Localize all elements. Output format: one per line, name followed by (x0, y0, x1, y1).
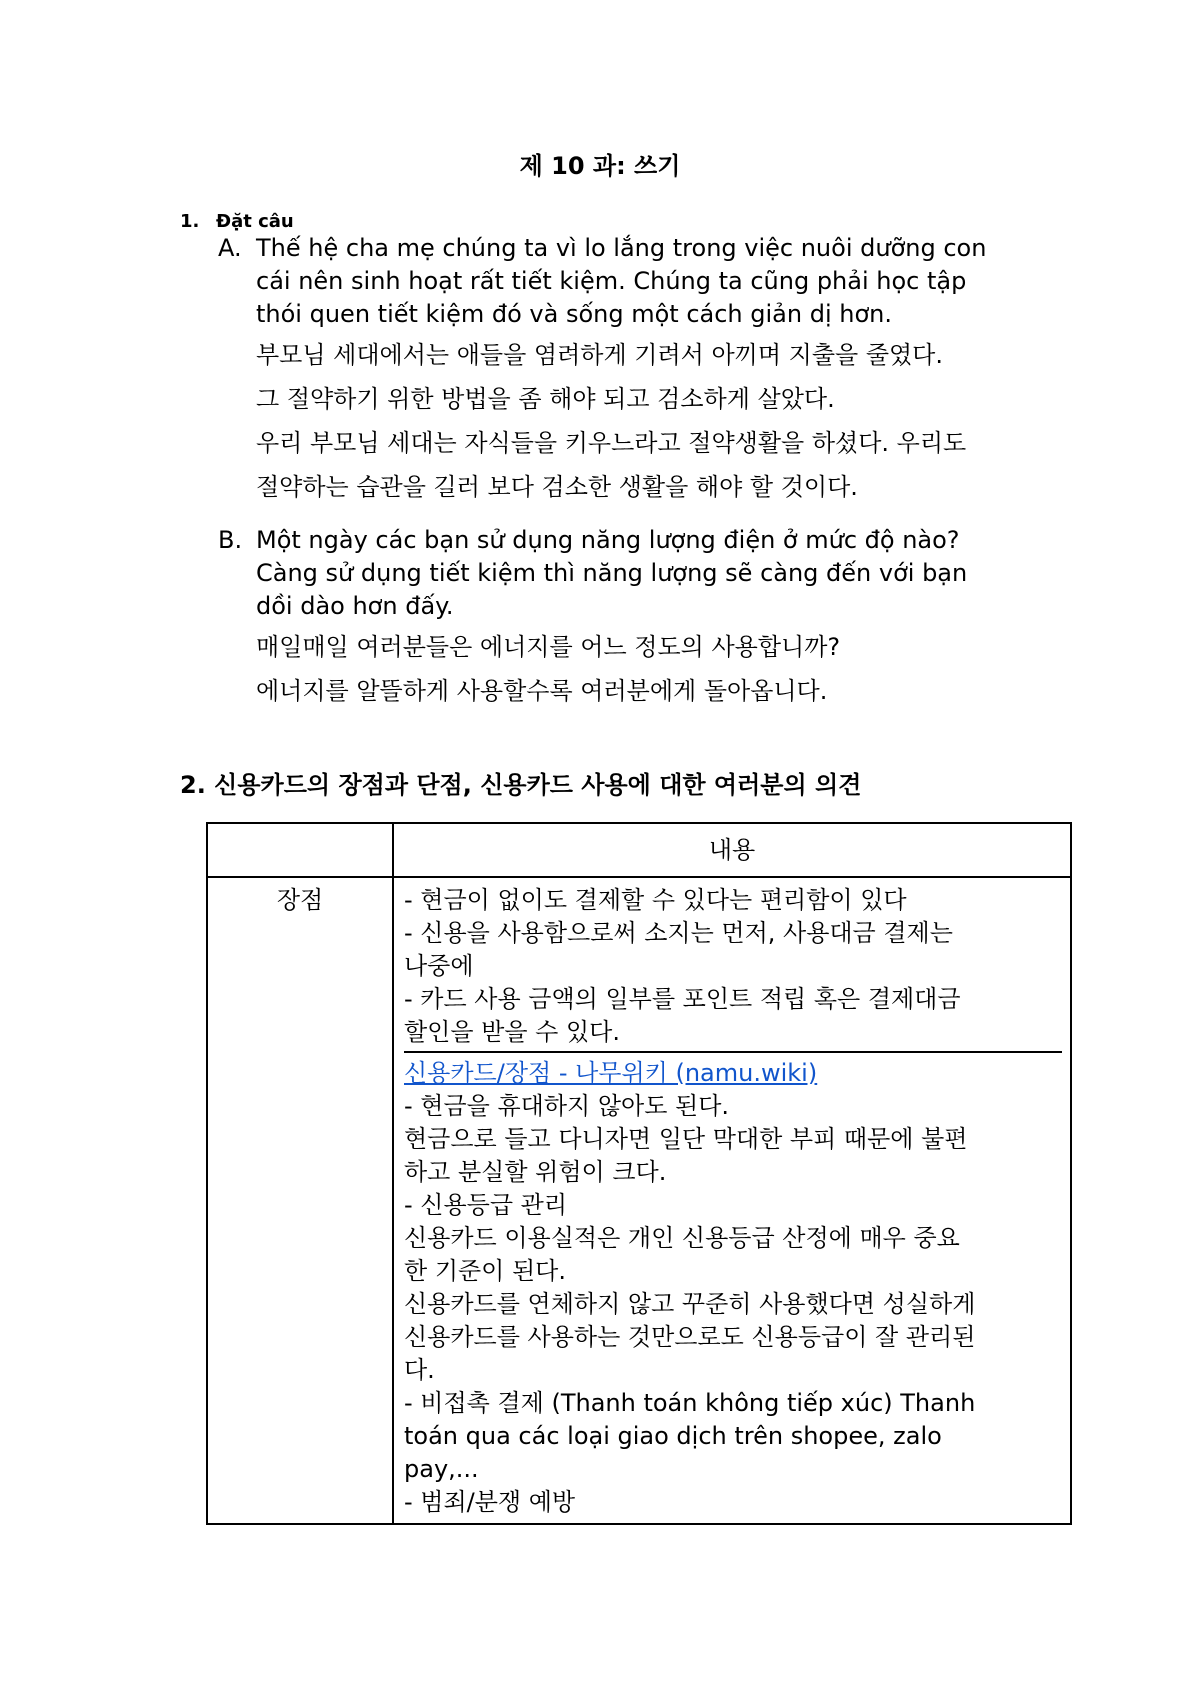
table-header-row (207, 823, 1071, 877)
vietnamese-line: Một ngày các bạn sử dụng năng lượng điện ở mức độ nào? (256, 526, 960, 554)
content-line: - 신용을 사용함으로써 소지는 먼저, 사용대금 결제는 (404, 919, 953, 947)
korean-line: 부모님 세대에서는 애들을 염려하게 기려서 아끼며 지출을 줄였다. (256, 341, 943, 369)
content-line: 할인을 받을 수 있다. (404, 1018, 620, 1046)
content-line: - 현금이 없이도 결제할 수 있다는 편리함이 있다 (404, 886, 907, 914)
content-line: - 현금을 휴대하지 않아도 된다. (404, 1092, 730, 1120)
korean-line: 절약하는 습관을 길러 보다 검소한 생활을 해야 할 것이다. (256, 473, 858, 501)
korean-line: 에너지를 알뜰하게 사용할수록 여러분에게 돌아옵니다. (256, 677, 828, 705)
vietnamese-line: thói quen tiết kiệm đó và sống một cách giản dị hơn. (256, 300, 892, 328)
content-line: 현금으로 들고 다니자면 일단 막대한 부피 때문에 불편 (404, 1125, 968, 1153)
table-header-content-cell: 내용 (393, 823, 1071, 877)
table-header-label-cell (207, 823, 393, 877)
content-line: 신용카드 이용실적은 개인 신용등급 산정에 매우 중요 (404, 1224, 960, 1252)
vietnamese-line: Thế hệ cha mẹ chúng ta vì lo lắng trong việc nuôi dưỡng con (256, 234, 987, 262)
content-line: 다. (404, 1356, 435, 1384)
section2-heading: 2. 신용카드의 장점과 단점, 신용카드 사용에 대한 여러분의 의견 (180, 771, 862, 799)
content-line: - 신용등급 관리 (404, 1191, 568, 1219)
sentence-item-b (218, 524, 1078, 713)
content-line: 신용카드를 연체하지 않고 꾸준히 사용했다면 성실하게 (404, 1290, 976, 1318)
item-letter-a: A. (218, 234, 242, 262)
page-title: 제 10 과: 쓰기 (519, 152, 681, 180)
korean-line: 매일매일 여러분들은 에너지를 어느 정도의 사용합니까? (256, 633, 841, 661)
korean-line: 우리 부모님 세대는 자식들을 키우느라고 절약생활을 하셨다. 우리도 (256, 429, 967, 457)
row-label-pros: 장점 (207, 877, 393, 1524)
korean-line: 그 절약하기 위한 방법을 좀 해야 되고 검소하게 살았다. (256, 385, 835, 413)
section1-heading-text: Đặt câu (216, 211, 294, 232)
pros-table (206, 822, 1072, 1525)
content-line: 나중에 (404, 952, 474, 980)
vietnamese-line: cái nên sinh hoạt rất tiết kiệm. Chúng ta cũng phải học tập (256, 267, 967, 295)
vietnamese-line: Càng sử dụng tiết kiệm thì năng lượng sẽ càng đến với bạn (256, 559, 968, 587)
vietnamese-line: dồi dào hơn đấy. (256, 592, 454, 620)
item-letter-b: B. (218, 526, 243, 554)
content-divider (404, 1051, 1062, 1053)
pros-content-cell (393, 877, 1071, 1524)
content-line: 한 기준이 된다. (404, 1257, 566, 1285)
content-line: 신용카드를 사용하는 것만으로도 신용등급이 잘 관리된 (404, 1323, 976, 1351)
content-line: - 카드 사용 금액의 일부를 포인트 적립 혹은 결제대금 (404, 985, 961, 1013)
table-row (207, 877, 1071, 1524)
section1-heading (180, 210, 294, 234)
namu-wiki-link[interactable]: 신용카드/장점 - 나무위키 (namu.wiki) (404, 1059, 818, 1087)
content-line: 하고 분실할 위험이 크다. (404, 1158, 667, 1186)
section1-number: 1. (180, 211, 200, 232)
content-line: - 범죄/분쟁 예방 (404, 1488, 576, 1516)
content-line: - 비접촉 결제 (Thanh toán không tiếp xúc) Thanh (404, 1389, 976, 1417)
sentence-item-a (218, 232, 1078, 509)
content-line: toán qua các loại giao dịch trên shopee, zalo (404, 1422, 942, 1450)
content-line: pay,... (404, 1455, 479, 1483)
